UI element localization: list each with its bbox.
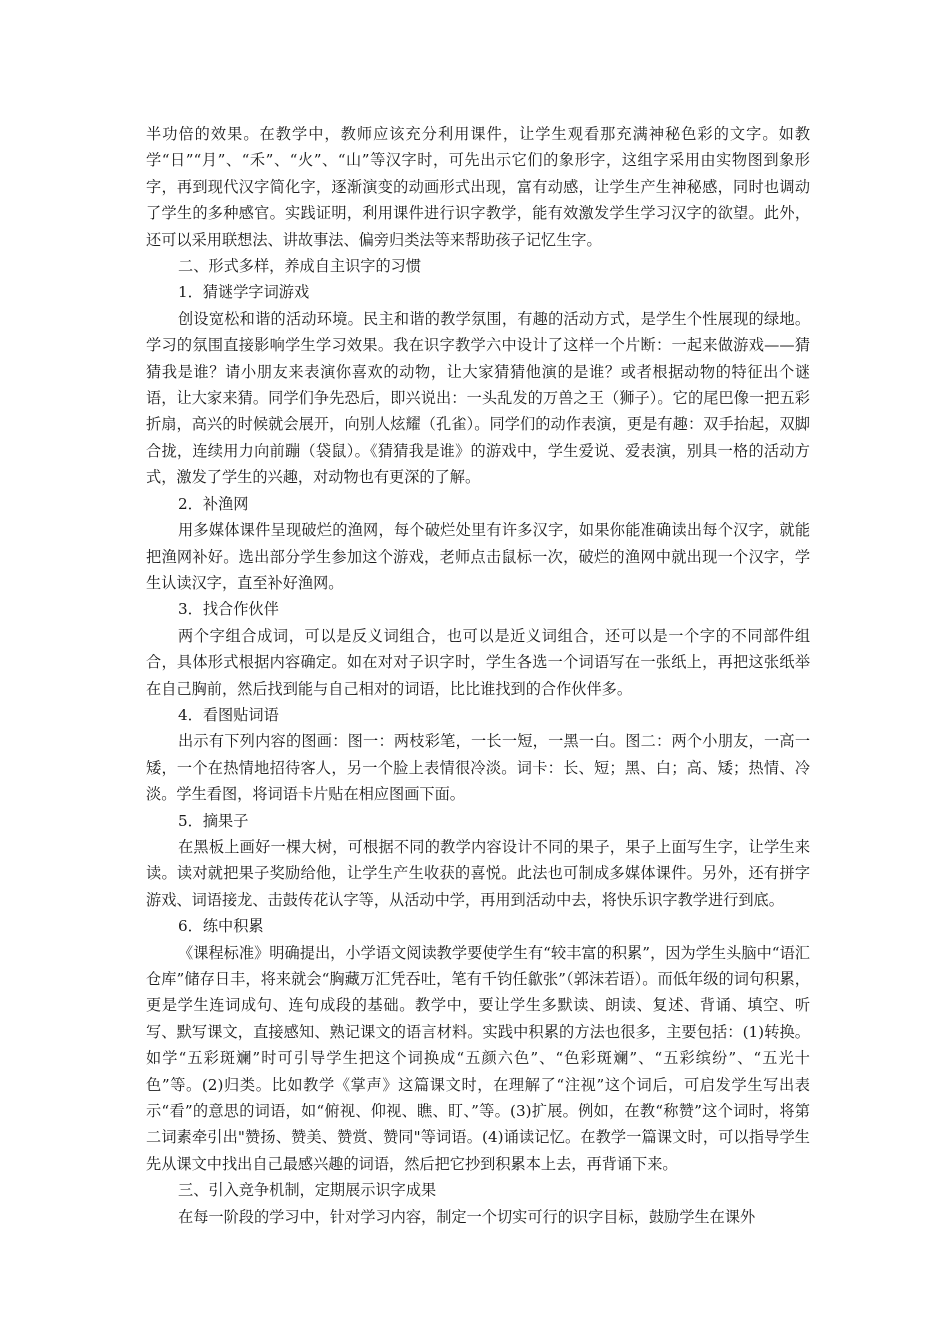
paragraph-practice-accumulate: 《课程标准》明确提出，小学语文阅读教学要使学生有“较丰富的积累”，因为学生头脑中“语汇仓库”储存日丰，将来就会“胸藏万汇凭吞吐，笔有千钧任歙张”（郭沫若语）。而低年级的词句积累，更是学生连词成句、连句成段的基础。教学中，要让学生多默读、朗读、复述、背诵、填空、听写、默写课文，直接感知、熟记课文的语言材料。实践中积累的方法也很多，主要包括：(1)转换。如学“五彩斑斓”时可引导学生把这个词换成“五颜六色”、“色彩斑斓”、“五彩缤纷”、“五光十色”等。(2)归类。比如教学《掌声》这篇课文时，在理解了“注视”这个词后，可启发学生写出表示“看”的意思的词语，如“俯视、仰视、瞧、盯、”等。(3)扩展。例如，在教“称赞”这个词时，将第二词素牵引出"赞扬、赞美、赞赏、赞同"等词语。(4)诵读记忆。在教学一篇课文时，可以指导学生先从课文中找出自己最感兴趣的词语，然后把它抄到积累本上去，再背诵下来。 — [146, 943, 810, 1173]
document-page — [146, 121, 810, 1230]
section-heading-2: 二、形式多样，养成自主识字的习惯 — [178, 257, 421, 276]
paragraph-picture-words: 出示有下列内容的图画：图一：两枝彩笔，一长一短，一黑一白。图二：两个小朋友，一高一矮，一个在热情地招待客人，另一个脸上表情很冷淡。词卡：长、短；黑、白；高、矮；热情、冷淡。学生看图，将词语卡片贴在相应图画下面。 — [146, 732, 810, 804]
paragraph-pick-fruit: 在黑板上画好一棵大树，可根据不同的教学内容设计不同的果子，果子上面写生字，让学生来读。读对就把果子奖励给他，让学生产生收获的喜悦。此法也可制成多媒体课件。另外，还有拼字游戏、词语接龙、击鼓传花认字等，从活动中学，再用到活动中去，将快乐识字教学进行到底。 — [146, 837, 810, 909]
paragraph-competition: 在每一阶段的学习中，针对学习内容，制定一个切实可行的识字目标，鼓励学生在课外 — [178, 1207, 756, 1226]
subheading-practice-accumulate: 6．练中积累 — [178, 917, 264, 936]
subheading-pick-fruit: 5．摘果子 — [178, 811, 249, 830]
paragraph-riddle-game: 创设宽松和谐的活动环境。民主和谐的教学氛围，有趣的活动方式，是学生个性展现的绿地。学习的氛围直接影响学生学习效果。我在识字教学六中设计了这样一个片断：一起来做游戏——猜猜我是谁？请小朋友来表演你喜欢的动物，让大家猜猜他演的是谁？或者根据动物的特征出个谜语，让大家来猜。同学们争先恐后，即兴说出：一头乱发的万兽之王（狮子）。它的尾巴像一把五彩折扇，高兴的时候就会展开，向别人炫耀（孔雀）。同学们的动作表演，更是有趣：双手抬起，双脚合拢，连续用力向前蹦（袋鼠）。《猜猜我是谁》的游戏中，学生爱说、爱表演，别具一格的活动方式，激发了学生的兴趣，对动物也有更深的了解。 — [146, 309, 810, 487]
subheading-picture-words: 4．看图贴词语 — [178, 705, 279, 724]
paragraph-fishing-net: 用多媒体课件呈现破烂的渔网，每个破烂处里有许多汉字，如果你能准确读出每个汉字，就能把渔网补好。选出部分学生参加这个游戏，老师点击鼠标一次，破烂的渔网中就出现一个汉字，学生认读汉字，直至补好渔网。 — [146, 521, 810, 592]
subheading-find-partner: 3．找合作伙伴 — [178, 600, 279, 619]
subheading-riddle-game: 1．猜谜学字词游戏 — [178, 283, 310, 302]
paragraph-find-partner: 两个字组合成词，可以是反义词组合，也可以是近义词组合，还可以是一个字的不同部件组合，具体形式根据内容确定。如在对对子识字时，学生各选一个词语写在一张纸上，再把这张纸举在自己胸前，然后找到能与自己相对的词语，比比谁找到的合作伙伴多。 — [146, 626, 810, 698]
paragraph-intro-continuation: 半功倍的效果。在教学中，教师应该充分利用课件，让学生观看那充满神秘色彩的文字。如教学“日”“月”、“禾”、“火”、“山”等汉字时，可先出示它们的象形字，这组字采用由实物图到象形字，再到现代汉字简化字，逐渐演变的动画形式出现，富有动感，让学生产生神秘感，同时也调动了学生的多种感官。实践证明，利用课件进行识字教学，能有效激发学生学习汉字的欲望。此外，还可以采用联想法、讲故事法、偏旁归类法等来帮助孩子记忆生字。 — [146, 125, 810, 249]
subheading-fishing-net: 2．补渔网 — [178, 494, 249, 513]
section-heading-3: 三、引入竞争机制，定期展示识字成果 — [178, 1181, 437, 1200]
